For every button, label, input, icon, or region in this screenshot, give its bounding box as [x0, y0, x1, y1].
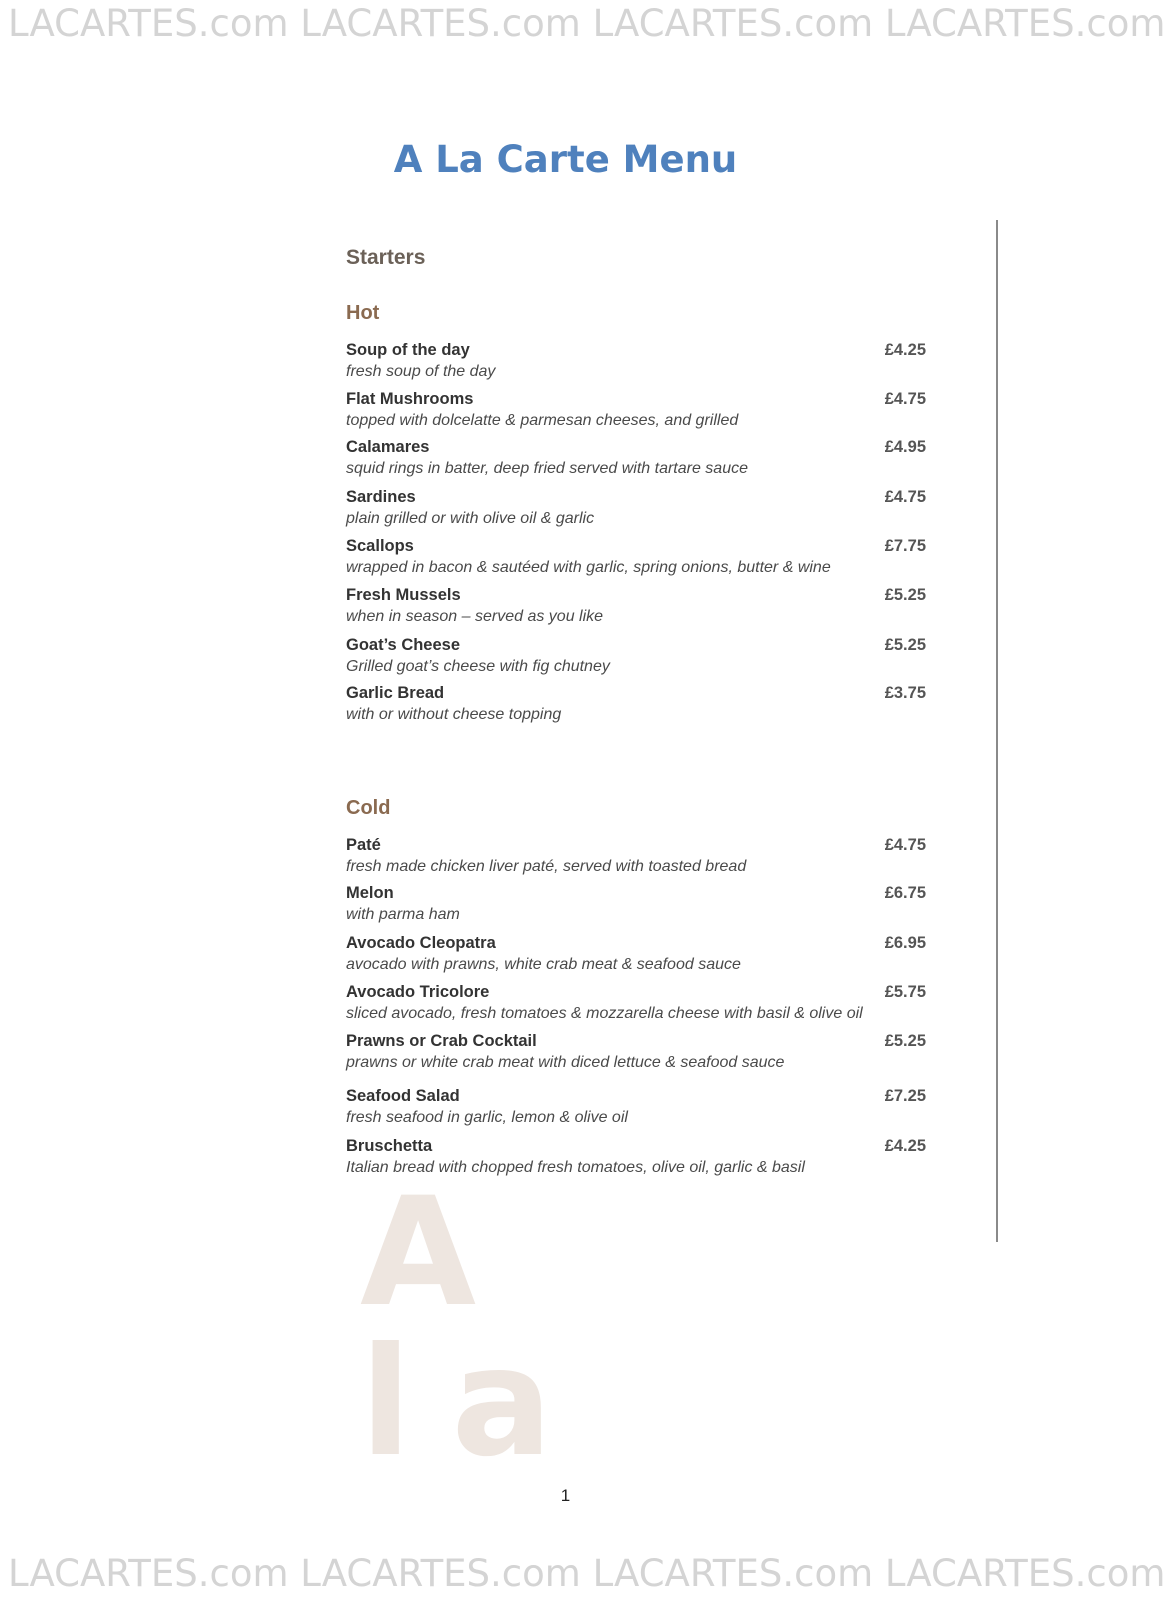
item-price: £5.25 — [884, 586, 926, 604]
item-name: Avocado Tricolore — [346, 983, 490, 1001]
item-description: Grilled goat’s cheese with fig chutney — [346, 658, 610, 675]
item-price: £5.75 — [884, 983, 926, 1001]
watermark-text: LACARTES.com LACARTES.com LACARTES.com LACARTES.com — [8, 1552, 1165, 1595]
item-description: fresh made chicken liver paté, served with toasted bread — [346, 858, 747, 875]
item-description: prawns or white crab meat with diced lettuce & seafood sauce — [346, 1054, 785, 1071]
item-price: £4.25 — [884, 1137, 926, 1155]
menu-item — [346, 1087, 926, 1131]
item-description: fresh seafood in garlic, lemon & olive oil — [346, 1109, 628, 1126]
item-price: £4.25 — [884, 341, 926, 359]
item-name: Prawns or Crab Cocktail — [346, 1032, 537, 1050]
item-name: Calamares — [346, 438, 430, 456]
menu-item — [346, 488, 926, 532]
item-price: £4.75 — [884, 488, 926, 506]
menu-item — [346, 586, 926, 630]
item-price: £3.75 — [884, 684, 926, 702]
item-name: Seafood Salad — [346, 1087, 460, 1105]
item-description: Italian bread with chopped fresh tomatoes, olive oil, garlic & basil — [346, 1159, 805, 1176]
item-description: topped with dolcelatte & parmesan cheeses, and grilled — [346, 412, 739, 429]
menu-item — [346, 983, 926, 1027]
item-name: Fresh Mussels — [346, 586, 461, 604]
item-description: sliced avocado, fresh tomatoes & mozzarella cheese with basil & olive oil — [346, 1005, 863, 1022]
item-description: avocado with prawns, white crab meat & seafood sauce — [346, 956, 741, 973]
item-name: Soup of the day — [346, 341, 470, 359]
item-name: Scallops — [346, 537, 414, 555]
item-price: £4.95 — [884, 438, 926, 456]
item-description: wrapped in bacon & sautéed with garlic, spring onions, butter & wine — [346, 559, 831, 576]
item-name: Goat’s Cheese — [346, 636, 461, 654]
menu-item — [346, 934, 926, 978]
item-description: with parma ham — [346, 906, 460, 923]
menu-item — [346, 341, 926, 385]
item-price: £4.75 — [884, 836, 926, 854]
menu-item — [346, 836, 926, 880]
menu-item — [346, 438, 926, 482]
watermark-bottom — [0, 1552, 1165, 1602]
item-name: Melon — [346, 884, 394, 902]
section-title-starters: Starters — [346, 246, 426, 269]
watermark-text: LACARTES.com LACARTES.com LACARTES.com LACARTES.com — [8, 2, 1165, 45]
page-title: A La Carte Menu — [393, 138, 738, 181]
item-price: £5.25 — [884, 636, 926, 654]
item-price: £7.25 — [884, 1087, 926, 1105]
item-price: £4.75 — [884, 390, 926, 408]
item-name: Avocado Cleopatra — [346, 934, 496, 952]
item-price: £7.75 — [884, 537, 926, 555]
menu-item — [346, 1137, 926, 1181]
menu-item — [346, 636, 926, 680]
item-name: Bruschetta — [346, 1137, 433, 1155]
item-description: fresh soup of the day — [346, 363, 496, 380]
menu-item — [346, 537, 926, 581]
item-price: £5.25 — [884, 1032, 926, 1050]
item-name: Sardines — [346, 488, 416, 506]
menu-item — [346, 1032, 926, 1076]
subsection-title-cold: Cold — [346, 797, 391, 819]
item-price: £6.95 — [884, 934, 926, 952]
item-price: £6.75 — [884, 884, 926, 902]
item-description: plain grilled or with olive oil & garlic — [346, 510, 595, 527]
menu-item — [346, 390, 926, 434]
background-lettering: A la — [360, 1166, 593, 1490]
watermark-top — [0, 2, 1165, 52]
item-name: Flat Mushrooms — [346, 390, 474, 408]
item-name: Paté — [346, 836, 381, 854]
item-description: with or without cheese topping — [346, 706, 562, 723]
page-number: 1 — [560, 1486, 571, 1505]
menu-item — [346, 684, 926, 728]
item-name: Garlic Bread — [346, 684, 445, 702]
item-description: squid rings in batter, deep fried served with tartare sauce — [346, 460, 748, 477]
menu-item — [346, 884, 926, 928]
vertical-divider — [996, 220, 998, 1242]
subsection-title-hot: Hot — [346, 302, 380, 324]
item-description: when in season – served as you like — [346, 608, 604, 625]
